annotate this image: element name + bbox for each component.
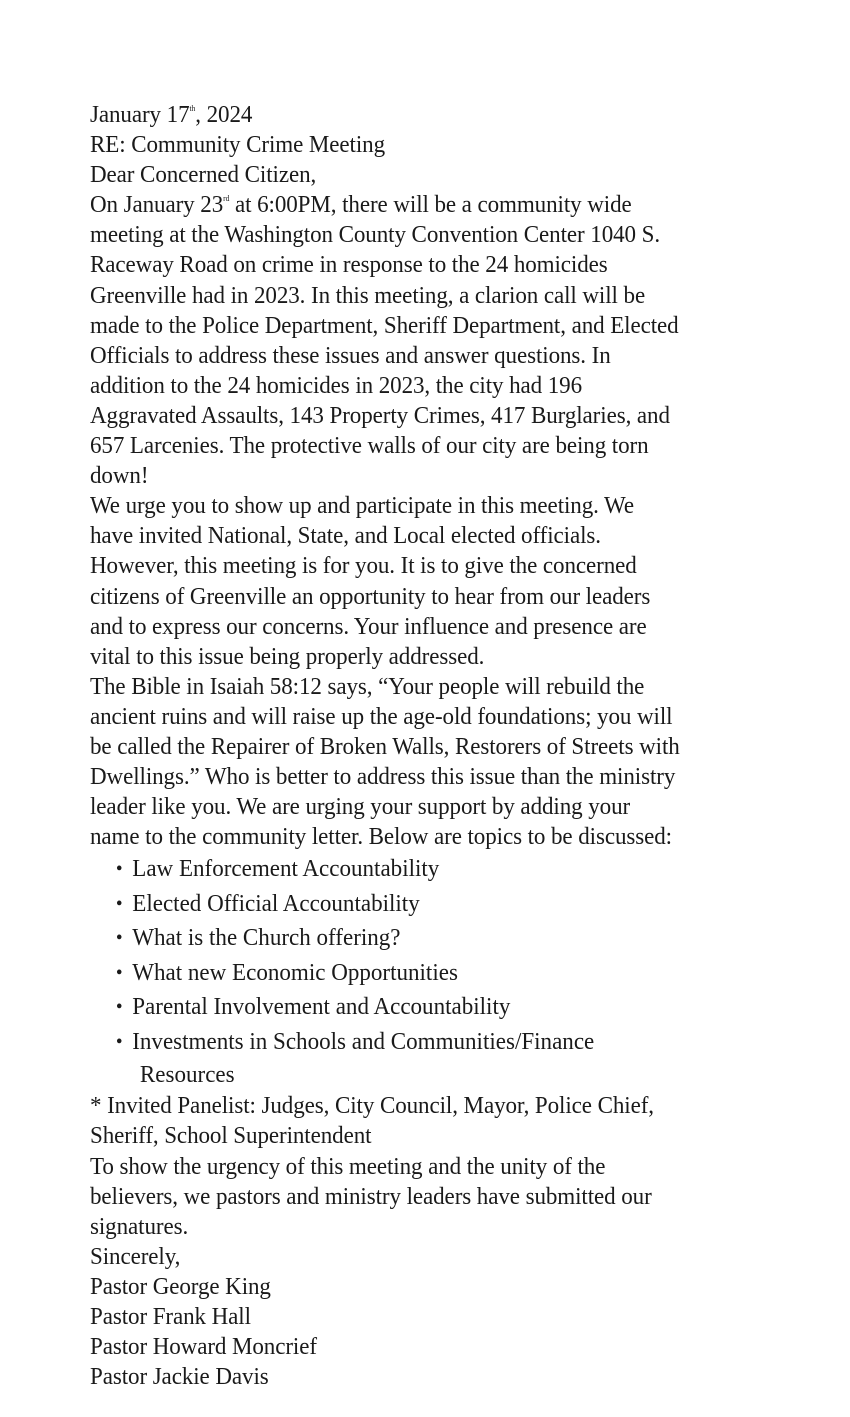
paragraph-line: citizens of Greenville an opportunity to hear from our leaders bbox=[90, 583, 651, 610]
topic-text: Law Enforcement Accountability bbox=[132, 856, 440, 883]
paragraph-scripture bbox=[90, 672, 790, 853]
bullet-icon: • bbox=[115, 892, 123, 915]
paragraph-line: vital to this issue being properly addressed. bbox=[90, 643, 485, 670]
bullet-icon: • bbox=[115, 961, 123, 984]
paragraph-line: Raceway Road on crime in response to the 24 homicides bbox=[90, 252, 608, 279]
paragraph-line: Aggravated Assaults, 143 Property Crimes, 417 Burglaries, and bbox=[90, 402, 670, 429]
topic-item bbox=[90, 921, 762, 956]
topic-text: Parental Involvement and Accountability bbox=[132, 994, 511, 1021]
paragraph-line: Officials to address these issues and answer questions. In bbox=[90, 342, 611, 369]
paragraph-line: 657 Larcenies. The protective walls of our city are being torn bbox=[90, 433, 649, 460]
letter-subject: RE: Community Crime Meeting bbox=[90, 132, 386, 159]
letter-page bbox=[90, 100, 790, 1392]
paragraph-line: signatures. bbox=[90, 1213, 189, 1240]
topic-text: What new Economic Opportunities bbox=[132, 959, 458, 986]
topic-item-continuation: Resources bbox=[139, 1062, 235, 1089]
paragraph-line: down! bbox=[90, 463, 149, 490]
topic-item bbox=[90, 887, 762, 922]
paragraph-line: ancient ruins and will raise up the age-old foundations; you will bbox=[90, 703, 673, 730]
paragraph-line: have invited National, State, and Local elected officials. bbox=[90, 523, 601, 550]
topics-list bbox=[90, 852, 790, 1091]
topic-text: What is the Church offering? bbox=[132, 925, 401, 952]
paragraph-line: Dwellings.” Who is better to address this issue than the ministry bbox=[90, 764, 676, 791]
paragraph-line: * Invited Panelist: Judges, City Council, Mayor, Police Chief, bbox=[90, 1093, 654, 1120]
paragraph-line: To show the urgency of this meeting and the unity of the bbox=[90, 1153, 606, 1180]
topic-item bbox=[90, 1025, 762, 1060]
invited-panelists bbox=[90, 1091, 790, 1151]
bullet-icon: • bbox=[115, 927, 123, 950]
topic-text: Investments in Schools and Communities/Finance bbox=[132, 1028, 595, 1055]
topic-text: Elected Official Accountability bbox=[132, 890, 420, 917]
date-year: , 2024 bbox=[195, 102, 253, 128]
paragraph-line: Greenville had in 2023. In this meeting, a clarion call will be bbox=[90, 282, 646, 309]
date-ordinal: th bbox=[189, 104, 196, 113]
signatory: Pastor George King bbox=[90, 1273, 271, 1300]
meeting-date-lead: On January 23 bbox=[90, 192, 224, 219]
bullet-icon: • bbox=[115, 996, 123, 1019]
topic-item bbox=[90, 852, 762, 887]
paragraph-line: and to express our concerns. Your influence and presence are bbox=[90, 613, 647, 640]
paragraph-line: be called the Repairer of Broken Walls, Restorers of Streets with bbox=[90, 733, 680, 760]
topic-item bbox=[90, 990, 762, 1025]
paragraph-line: We urge you to show up and participate in this meeting. We bbox=[90, 493, 635, 520]
paragraph-call-to-attend bbox=[90, 491, 790, 672]
paragraph-line bbox=[90, 190, 762, 220]
signatory: Pastor Jackie Davis bbox=[90, 1364, 269, 1391]
letter-date bbox=[90, 100, 762, 130]
signatory: Pastor Frank Hall bbox=[90, 1304, 251, 1330]
paragraph-signatures-note bbox=[90, 1152, 790, 1242]
paragraph-line: made to the Police Department, Sheriff Department, and Elected bbox=[90, 312, 679, 339]
paragraph-line: meeting at the Washington County Convention Center 1040 S. bbox=[90, 222, 661, 249]
signatory: Pastor Howard Moncrief bbox=[90, 1334, 317, 1361]
topic-item bbox=[90, 956, 762, 991]
date-month-day: January 17 bbox=[90, 102, 190, 128]
paragraph-line: However, this meeting is for you. It is to give the concerned bbox=[90, 553, 637, 580]
paragraph-meeting-announcement bbox=[90, 190, 790, 491]
meeting-date-ordinal: rd bbox=[223, 194, 230, 204]
letter-closing: Sincerely, bbox=[90, 1243, 181, 1270]
letter-salutation: Dear Concerned Citizen, bbox=[90, 162, 317, 189]
paragraph-line: believers, we pastors and ministry leaders have submitted our bbox=[90, 1183, 652, 1210]
paragraph-line: leader like you. We are urging your support by adding your bbox=[90, 794, 631, 821]
paragraph-line: addition to the 24 homicides in 2023, the city had 196 bbox=[90, 372, 583, 399]
bullet-icon: • bbox=[115, 858, 123, 881]
paragraph-line: The Bible in Isaiah 58:12 says, “Your people will rebuild the bbox=[90, 673, 645, 700]
bullet-icon: • bbox=[115, 1030, 123, 1053]
paragraph-line: name to the community letter. Below are topics to be discussed: bbox=[90, 824, 672, 851]
meeting-time-text: at 6:00PM, there will be a community wide bbox=[229, 192, 632, 219]
signatories-list bbox=[90, 1272, 790, 1392]
paragraph-line: Sheriff, School Superintendent bbox=[90, 1123, 372, 1150]
